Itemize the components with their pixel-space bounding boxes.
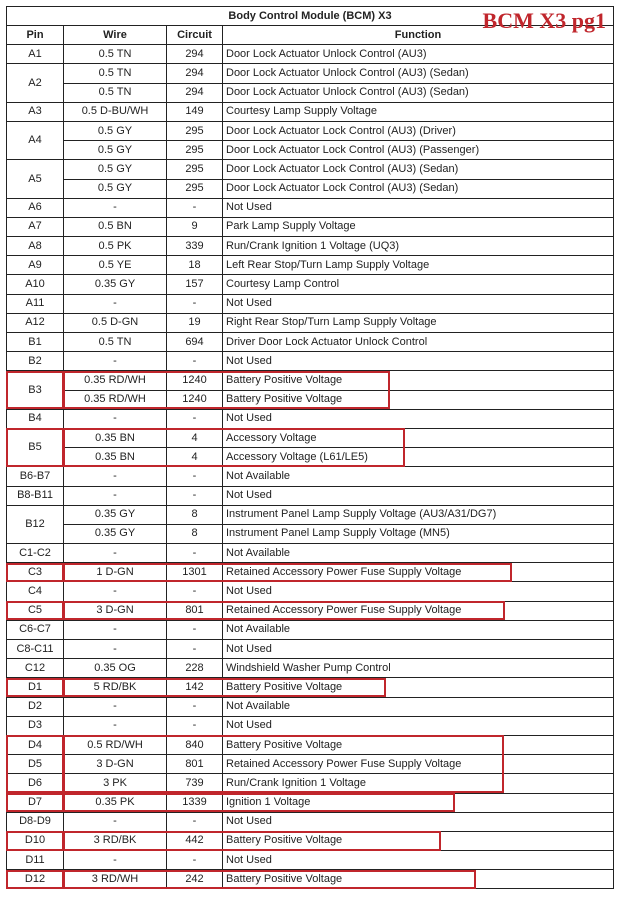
wire-cell: 0.5 TN: [64, 64, 167, 83]
wire-cell: -: [64, 294, 167, 313]
pin-cell: D1: [7, 678, 64, 697]
circuit-cell: 1339: [167, 793, 223, 812]
table-row: [7, 64, 614, 83]
wire-cell: 0.5 GY: [64, 179, 167, 198]
wire-cell: 0.5 TN: [64, 45, 167, 64]
circuit-cell: 694: [167, 333, 223, 352]
function-cell: Not Available: [223, 697, 614, 716]
table-row: [7, 640, 614, 659]
circuit-cell: 295: [167, 160, 223, 179]
function-cell: Not Available: [223, 620, 614, 639]
function-cell: Retained Accessory Power Fuse Supply Voltage: [223, 755, 614, 774]
function-cell: Door Lock Actuator Unlock Control (AU3) (Sedan): [223, 83, 614, 102]
pinout-table: [6, 6, 614, 889]
function-cell: Not Used: [223, 582, 614, 601]
table-row: [7, 774, 614, 793]
circuit-cell: -: [167, 697, 223, 716]
pin-cell: C12: [7, 659, 64, 678]
wire-cell: 3 D-GN: [64, 755, 167, 774]
circuit-cell: 294: [167, 64, 223, 83]
pin-cell: D6: [7, 774, 64, 793]
circuit-cell: -: [167, 467, 223, 486]
pin-cell: D7: [7, 793, 64, 812]
wire-cell: -: [64, 697, 167, 716]
table-row: [7, 102, 614, 121]
function-cell: Park Lamp Supply Voltage: [223, 217, 614, 236]
function-cell: Not Used: [223, 198, 614, 217]
function-cell: Battery Positive Voltage: [223, 678, 614, 697]
table-row: [7, 294, 614, 313]
circuit-cell: 18: [167, 256, 223, 275]
wire-cell: -: [64, 582, 167, 601]
function-cell: Retained Accessory Power Fuse Supply Voltage: [223, 563, 614, 582]
pin-cell: D10: [7, 831, 64, 850]
circuit-cell: -: [167, 544, 223, 563]
pin-cell: A1: [7, 45, 64, 64]
page-stamp: BCM X3 pg1: [482, 8, 606, 33]
function-cell: Not Used: [223, 851, 614, 870]
circuit-cell: 339: [167, 237, 223, 256]
function-cell: Battery Positive Voltage: [223, 831, 614, 850]
pin-cell: B3: [7, 371, 64, 409]
header-function: Function: [223, 26, 614, 45]
pin-cell: A2: [7, 64, 64, 102]
table-row: [7, 448, 614, 467]
pin-cell: D4: [7, 735, 64, 754]
circuit-cell: 801: [167, 601, 223, 620]
circuit-cell: -: [167, 716, 223, 735]
circuit-cell: -: [167, 851, 223, 870]
circuit-cell: 1301: [167, 563, 223, 582]
function-cell: Not Used: [223, 640, 614, 659]
function-cell: Not Used: [223, 812, 614, 831]
wire-cell: 0.5 BN: [64, 217, 167, 236]
pin-cell: D5: [7, 755, 64, 774]
circuit-cell: -: [167, 352, 223, 371]
function-cell: Ignition 1 Voltage: [223, 793, 614, 812]
pin-cell: D8-D9: [7, 812, 64, 831]
wire-cell: -: [64, 352, 167, 371]
pin-cell: C4: [7, 582, 64, 601]
table-row: [7, 237, 614, 256]
pin-cell: A4: [7, 121, 64, 159]
function-cell: Right Rear Stop/Turn Lamp Supply Voltage: [223, 313, 614, 332]
circuit-cell: 4: [167, 448, 223, 467]
table-row: [7, 160, 614, 179]
circuit-cell: -: [167, 582, 223, 601]
pinout-document: [6, 6, 614, 889]
wire-cell: 0.35 BN: [64, 448, 167, 467]
pin-cell: A3: [7, 102, 64, 121]
circuit-cell: 739: [167, 774, 223, 793]
pin-cell: A9: [7, 256, 64, 275]
table-row: [7, 217, 614, 236]
function-cell: Accessory Voltage: [223, 428, 614, 447]
pin-cell: C3: [7, 563, 64, 582]
table-row: [7, 256, 614, 275]
wire-cell: -: [64, 409, 167, 428]
wire-cell: 3 PK: [64, 774, 167, 793]
circuit-cell: 801: [167, 755, 223, 774]
function-cell: Not Used: [223, 352, 614, 371]
wire-cell: -: [64, 851, 167, 870]
circuit-cell: 294: [167, 45, 223, 64]
table-body: [7, 45, 614, 889]
function-cell: Battery Positive Voltage: [223, 735, 614, 754]
pin-cell: C5: [7, 601, 64, 620]
wire-cell: -: [64, 812, 167, 831]
pin-cell: B1: [7, 333, 64, 352]
table-row: [7, 812, 614, 831]
circuit-cell: -: [167, 620, 223, 639]
function-cell: Not Used: [223, 294, 614, 313]
table-row: [7, 371, 614, 390]
wire-cell: -: [64, 198, 167, 217]
circuit-cell: 294: [167, 83, 223, 102]
function-cell: Not Used: [223, 409, 614, 428]
wire-cell: 0.5 TN: [64, 83, 167, 102]
table-row: [7, 45, 614, 64]
function-cell: Instrument Panel Lamp Supply Voltage (AU3/A31/DG7): [223, 505, 614, 524]
pin-cell: B4: [7, 409, 64, 428]
wire-cell: 3 RD/BK: [64, 831, 167, 850]
table-row: [7, 486, 614, 505]
circuit-cell: 19: [167, 313, 223, 332]
table-row: [7, 620, 614, 639]
pin-cell: A6: [7, 198, 64, 217]
circuit-cell: 442: [167, 831, 223, 850]
function-cell: Not Used: [223, 486, 614, 505]
pin-cell: C8-C11: [7, 640, 64, 659]
wire-cell: 0.35 GY: [64, 275, 167, 294]
function-cell: Courtesy Lamp Control: [223, 275, 614, 294]
table-row: [7, 83, 614, 102]
wire-cell: 0.5 GY: [64, 160, 167, 179]
function-cell: Battery Positive Voltage: [223, 390, 614, 409]
table-row: [7, 428, 614, 447]
table-row: [7, 198, 614, 217]
wire-cell: 3 D-GN: [64, 601, 167, 620]
pin-cell: A11: [7, 294, 64, 313]
circuit-cell: 295: [167, 121, 223, 140]
circuit-cell: 4: [167, 428, 223, 447]
table-row: [7, 601, 614, 620]
circuit-cell: 9: [167, 217, 223, 236]
table-title: Body Control Module (BCM) X3: [7, 7, 614, 26]
circuit-cell: 840: [167, 735, 223, 754]
wire-cell: 0.35 BN: [64, 428, 167, 447]
wire-cell: 0.35 RD/WH: [64, 371, 167, 390]
circuit-cell: 8: [167, 524, 223, 543]
pin-cell: D2: [7, 697, 64, 716]
function-cell: Door Lock Actuator Lock Control (AU3) (Passenger): [223, 141, 614, 160]
circuit-cell: -: [167, 640, 223, 659]
pin-cell: A12: [7, 313, 64, 332]
table-row: [7, 582, 614, 601]
wire-cell: 0.5 RD/WH: [64, 735, 167, 754]
pin-cell: D12: [7, 870, 64, 889]
function-cell: Door Lock Actuator Lock Control (AU3) (Sedan): [223, 160, 614, 179]
wire-cell: 1 D-GN: [64, 563, 167, 582]
table-row: [7, 755, 614, 774]
header-circuit: Circuit: [167, 26, 223, 45]
table-row: [7, 141, 614, 160]
table-row: [7, 716, 614, 735]
circuit-cell: 242: [167, 870, 223, 889]
function-cell: Door Lock Actuator Lock Control (AU3) (Driver): [223, 121, 614, 140]
pin-cell: A8: [7, 237, 64, 256]
function-cell: Instrument Panel Lamp Supply Voltage (MN5): [223, 524, 614, 543]
table-row: [7, 563, 614, 582]
function-cell: Retained Accessory Power Fuse Supply Voltage: [223, 601, 614, 620]
wire-cell: 0.5 D-GN: [64, 313, 167, 332]
wire-cell: 0.5 PK: [64, 237, 167, 256]
circuit-cell: 228: [167, 659, 223, 678]
function-cell: Not Available: [223, 467, 614, 486]
circuit-cell: 1240: [167, 371, 223, 390]
function-cell: Door Lock Actuator Unlock Control (AU3): [223, 45, 614, 64]
table-row: [7, 678, 614, 697]
table-row: [7, 390, 614, 409]
function-cell: Battery Positive Voltage: [223, 870, 614, 889]
wire-cell: 0.35 GY: [64, 505, 167, 524]
wire-cell: 0.35 PK: [64, 793, 167, 812]
wire-cell: 0.35 OG: [64, 659, 167, 678]
wire-cell: 0.5 TN: [64, 333, 167, 352]
pin-cell: B8-B11: [7, 486, 64, 505]
table-row: [7, 659, 614, 678]
circuit-cell: 1240: [167, 390, 223, 409]
table-row: [7, 793, 614, 812]
pin-cell: D3: [7, 716, 64, 735]
table-row: [7, 352, 614, 371]
function-cell: Left Rear Stop/Turn Lamp Supply Voltage: [223, 256, 614, 275]
wire-cell: 5 RD/BK: [64, 678, 167, 697]
table-row: [7, 697, 614, 716]
function-cell: Battery Positive Voltage: [223, 371, 614, 390]
table-row: [7, 851, 614, 870]
circuit-cell: -: [167, 294, 223, 313]
pin-cell: A5: [7, 160, 64, 198]
wire-cell: -: [64, 544, 167, 563]
circuit-cell: -: [167, 198, 223, 217]
pin-cell: D11: [7, 851, 64, 870]
pin-cell: A10: [7, 275, 64, 294]
table-row: [7, 313, 614, 332]
circuit-cell: 295: [167, 141, 223, 160]
circuit-cell: 149: [167, 102, 223, 121]
circuit-cell: -: [167, 812, 223, 831]
function-cell: Courtesy Lamp Supply Voltage: [223, 102, 614, 121]
function-cell: Run/Crank Ignition 1 Voltage (UQ3): [223, 237, 614, 256]
wire-cell: -: [64, 716, 167, 735]
table-row: [7, 544, 614, 563]
table-row: [7, 179, 614, 198]
table-row: [7, 121, 614, 140]
wire-cell: 0.5 GY: [64, 121, 167, 140]
function-cell: Run/Crank Ignition 1 Voltage: [223, 774, 614, 793]
function-cell: Accessory Voltage (L61/LE5): [223, 448, 614, 467]
function-cell: Windshield Washer Pump Control: [223, 659, 614, 678]
table-row: [7, 505, 614, 524]
table-row: [7, 275, 614, 294]
pin-cell: B12: [7, 505, 64, 543]
header-pin: Pin: [7, 26, 64, 45]
wire-cell: 0.5 GY: [64, 141, 167, 160]
table-row: [7, 524, 614, 543]
function-cell: Door Lock Actuator Lock Control (AU3) (Sedan): [223, 179, 614, 198]
wire-cell: 0.35 RD/WH: [64, 390, 167, 409]
table-row: [7, 735, 614, 754]
pin-cell: B2: [7, 352, 64, 371]
table-row: [7, 870, 614, 889]
table-row: [7, 333, 614, 352]
wire-cell: 3 RD/WH: [64, 870, 167, 889]
table-row: [7, 831, 614, 850]
pin-cell: C6-C7: [7, 620, 64, 639]
function-cell: Door Lock Actuator Unlock Control (AU3) (Sedan): [223, 64, 614, 83]
wire-cell: -: [64, 486, 167, 505]
circuit-cell: -: [167, 486, 223, 505]
circuit-cell: 142: [167, 678, 223, 697]
pin-cell: B6-B7: [7, 467, 64, 486]
table-row: [7, 467, 614, 486]
function-cell: Not Available: [223, 544, 614, 563]
wire-cell: -: [64, 467, 167, 486]
wire-cell: 0.5 D-BU/WH: [64, 102, 167, 121]
circuit-cell: 157: [167, 275, 223, 294]
pin-cell: C1-C2: [7, 544, 64, 563]
wire-cell: -: [64, 640, 167, 659]
circuit-cell: -: [167, 409, 223, 428]
wire-cell: 0.5 YE: [64, 256, 167, 275]
wire-cell: 0.35 GY: [64, 524, 167, 543]
circuit-cell: 8: [167, 505, 223, 524]
pin-cell: A7: [7, 217, 64, 236]
function-cell: Driver Door Lock Actuator Unlock Control: [223, 333, 614, 352]
function-cell: Not Used: [223, 716, 614, 735]
circuit-cell: 295: [167, 179, 223, 198]
header-wire: Wire: [64, 26, 167, 45]
table-row: [7, 409, 614, 428]
pin-cell: B5: [7, 428, 64, 466]
wire-cell: -: [64, 620, 167, 639]
